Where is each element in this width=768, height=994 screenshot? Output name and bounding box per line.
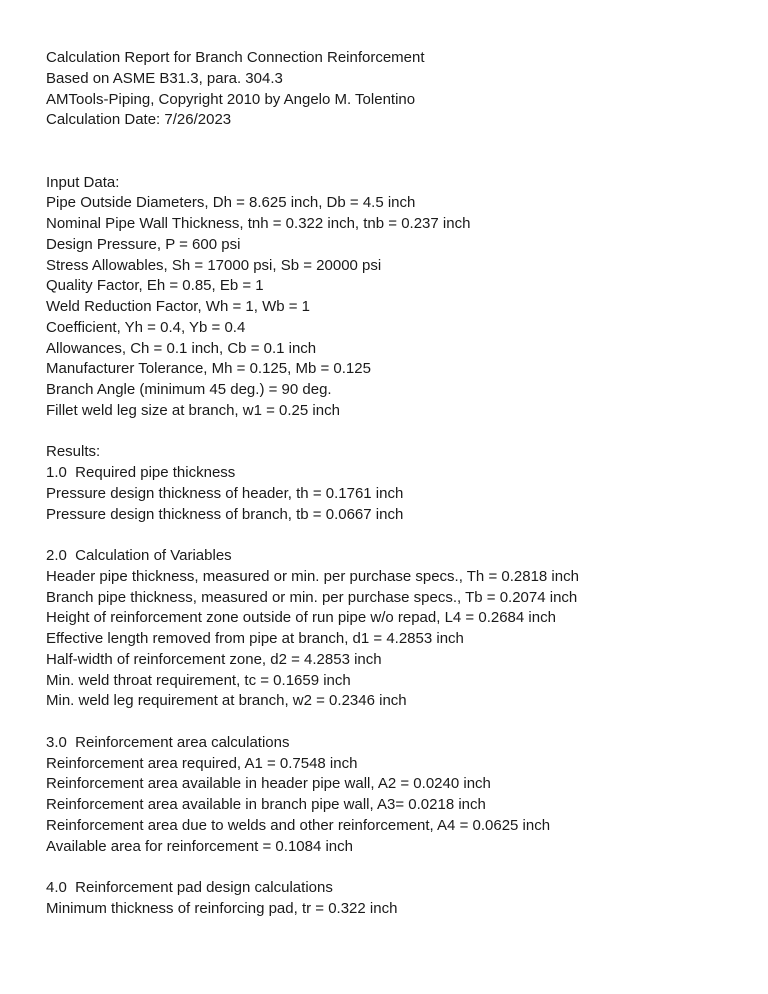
input-line: Nominal Pipe Wall Thickness, tnh = 0.322 inch, tnb = 0.237 inch xyxy=(46,215,471,232)
result-line: Branch pipe thickness, measured or min. per purchase specs., Tb = 0.2074 inch xyxy=(46,588,578,606)
results-subsection xyxy=(46,878,579,920)
input-data-heading: Input Data: xyxy=(46,173,120,191)
spacer xyxy=(46,131,579,152)
results-subsection xyxy=(46,733,579,858)
spacer xyxy=(46,422,579,443)
input-line: Coefficient, Yh = 0.4, Yb = 0.4 xyxy=(46,318,246,336)
section-title: 1.0 Required pipe thickness xyxy=(46,464,236,481)
result-line: Effective length removed from pipe at branch, d1 = 4.2853 inch xyxy=(46,630,464,647)
result-line: Pressure design thickness of branch, tb = 0.0667 inch xyxy=(46,505,404,523)
spacer xyxy=(46,525,579,546)
spacer xyxy=(46,712,579,733)
report-copyright: AMTools-Piping, Copyright 2010 by Angelo M. Tolentino xyxy=(46,90,416,108)
results-subsection xyxy=(46,463,579,525)
results-subsection xyxy=(46,546,579,712)
section-title: 2.0 Calculation of Variables xyxy=(46,547,232,564)
calculation-date: Calculation Date: 7/26/2023 xyxy=(46,111,232,129)
input-line: Stress Allowables, Sh = 17000 psi, Sb = 20000 psi xyxy=(46,256,382,274)
input-line: Allowances, Ch = 0.1 inch, Cb = 0.1 inch xyxy=(46,339,317,357)
input-line: Quality Factor, Eh = 0.85, Eb = 1 xyxy=(46,277,264,295)
calculation-report xyxy=(46,48,579,920)
results-heading: Results: xyxy=(46,443,101,461)
result-line: Available area for reinforcement = 0.1084 inch xyxy=(46,837,353,855)
input-data-section xyxy=(46,173,579,422)
input-line: Weld Reduction Factor, Wh = 1, Wb = 1 xyxy=(46,298,311,315)
report-title: Calculation Report for Branch Connection Reinforcement xyxy=(46,49,425,66)
input-line: Branch Angle (minimum 45 deg.) = 90 deg. xyxy=(46,381,332,398)
section-title: 4.0 Reinforcement pad design calculations xyxy=(46,879,333,896)
result-line: Half-width of reinforcement zone, d2 = 4.2853 inch xyxy=(46,650,382,668)
input-line: Pipe Outside Diameters, Dh = 8.625 inch, Db = 4.5 inch xyxy=(46,194,416,212)
input-line: Manufacturer Tolerance, Mh = 0.125, Mb = 0.125 xyxy=(46,360,371,378)
result-line: Height of reinforcement zone outside of run pipe w/o repad, L4 = 0.2684 inch xyxy=(46,609,556,627)
results-section xyxy=(46,442,579,919)
section-title: 3.0 Reinforcement area calculations xyxy=(46,733,290,751)
spacer xyxy=(46,857,579,878)
report-basis: Based on ASME B31.3, para. 304.3 xyxy=(46,69,283,87)
result-line: Reinforcement area due to welds and other reinforcement, A4 = 0.0625 inch xyxy=(46,816,551,834)
result-line: Pressure design thickness of header, th = 0.1761 inch xyxy=(46,484,404,502)
result-line: Reinforcement area required, A1 = 0.7548 inch xyxy=(46,754,358,772)
spacer xyxy=(46,152,579,173)
result-line: Min. weld leg requirement at branch, w2 = 0.2346 inch xyxy=(46,692,407,710)
result-line: Minimum thickness of reinforcing pad, tr = 0.322 inch xyxy=(46,899,398,917)
result-line: Reinforcement area available in header pipe wall, A2 = 0.0240 inch xyxy=(46,775,491,793)
result-line: Header pipe thickness, measured or min. per purchase specs., Th = 0.2818 inch xyxy=(46,567,579,585)
input-line: Design Pressure, P = 600 psi xyxy=(46,235,241,253)
input-line: Fillet weld leg size at branch, w1 = 0.25 inch xyxy=(46,401,340,419)
result-line: Min. weld throat requirement, tc = 0.1659 inch xyxy=(46,671,351,689)
result-line: Reinforcement area available in branch pipe wall, A3= 0.0218 inch xyxy=(46,796,486,813)
